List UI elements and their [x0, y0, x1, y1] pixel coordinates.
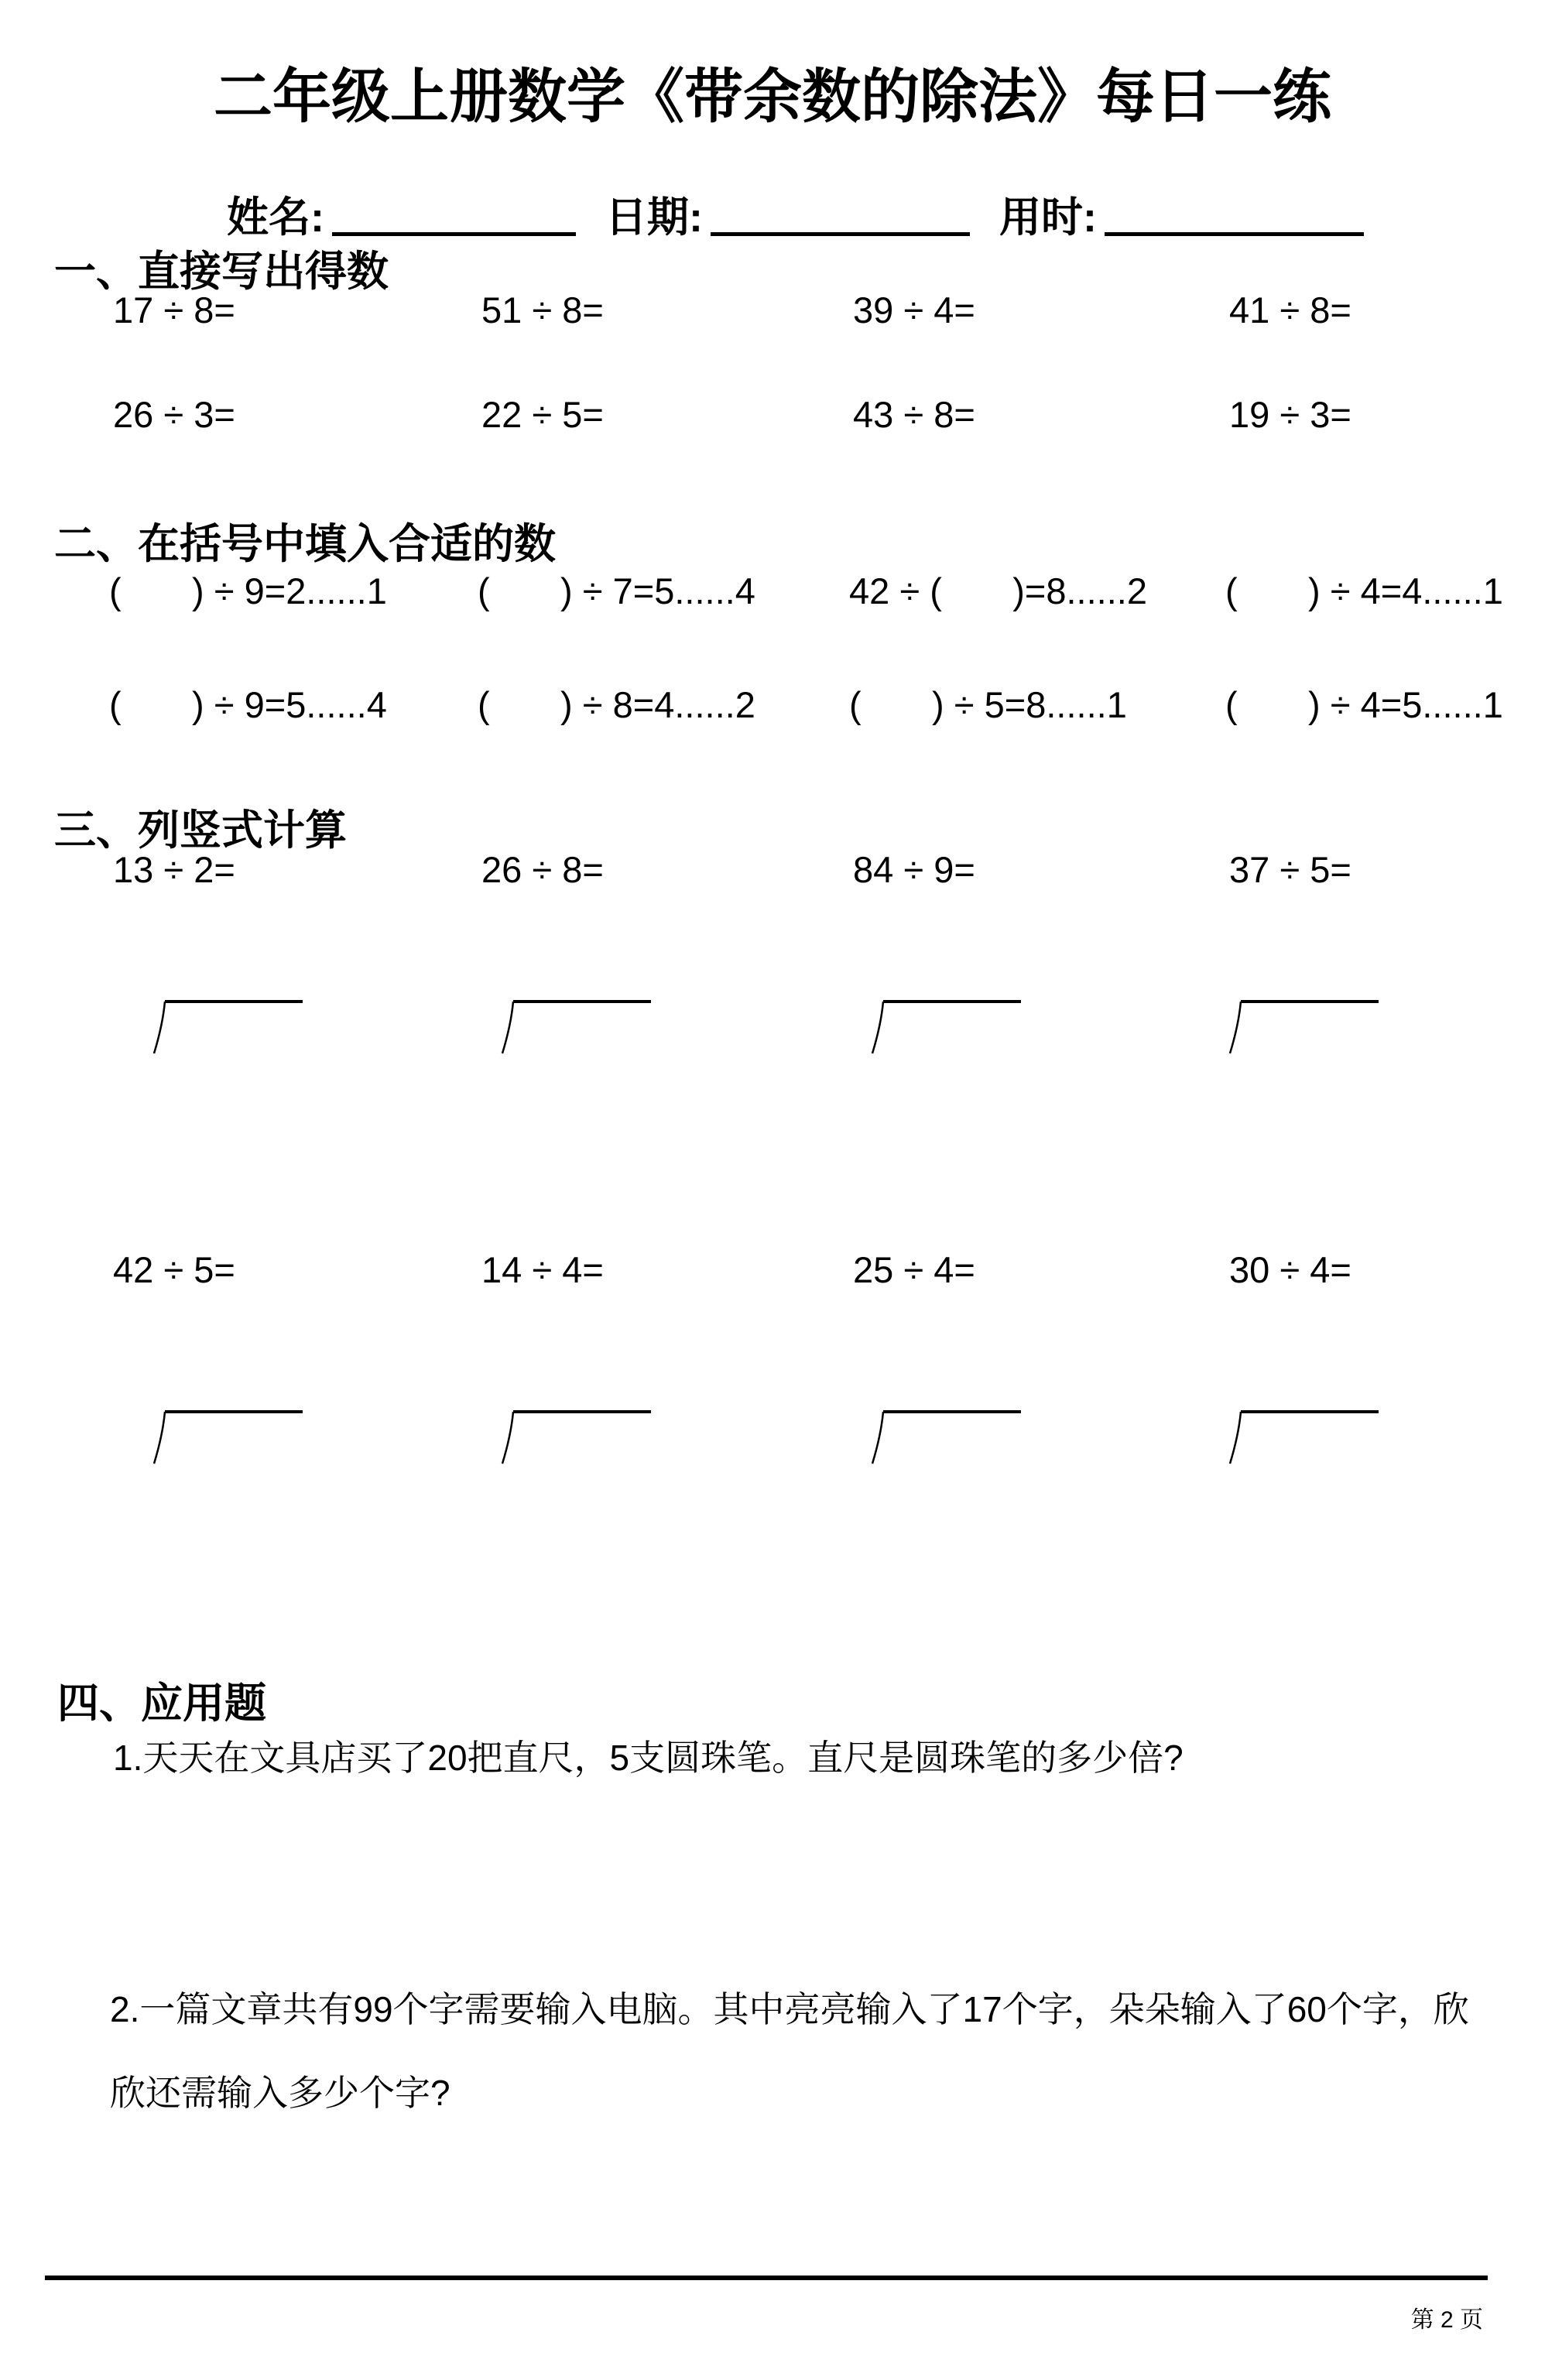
- word-problem-1: 1.天天在文具店买了20把直尺，5支圆珠笔。直尺是圆珠笔的多少倍?: [113, 1738, 1184, 1778]
- fill-blank-expression: ( ) ÷ 7=5......4: [478, 570, 755, 611]
- fill-blank-expression: ( ) ÷ 4=5......1: [1225, 684, 1503, 725]
- division-bracket: [498, 998, 653, 1059]
- fill-blank-expression: ( ) ÷ 8=4......2: [478, 684, 755, 725]
- name-blank-line: [332, 223, 576, 236]
- expression: 42 ÷ 5=: [113, 1249, 235, 1290]
- division-bracket: [1225, 998, 1380, 1059]
- word-problem-2-line1: 2.一篇文章共有99个字需要输入电脑。其中亮亮输入了17个字，朵朵输入了60个字，欣: [110, 1989, 1469, 2029]
- expression: 41 ÷ 8=: [1229, 289, 1351, 330]
- section1-row1: [113, 289, 1540, 330]
- fill-blank-expression: ( ) ÷ 5=8......1: [849, 684, 1127, 725]
- fill-blank-expression: 42 ÷ ( )=8......2: [849, 570, 1147, 611]
- fill-blank-expression: ( ) ÷ 9=5......4: [109, 684, 387, 725]
- expression: 84 ÷ 9=: [853, 849, 975, 890]
- date-blank-line: [711, 223, 970, 236]
- expression: 26 ÷ 3=: [113, 394, 235, 435]
- fill-blank-expression: ( ) ÷ 9=2......1: [109, 570, 387, 611]
- division-bracket: [1225, 1409, 1380, 1469]
- expression: 39 ÷ 4=: [853, 289, 975, 330]
- section3-row1: [113, 851, 1540, 888]
- division-bracket: [498, 1409, 653, 1469]
- expression: 17 ÷ 8=: [113, 289, 235, 330]
- section2-row1: [109, 570, 1536, 611]
- worksheet-title: 二年级上册数学《带余数的除法》每日一练: [214, 64, 1331, 130]
- word-problem-2-line2: 欣还需输入多少个字?: [110, 2073, 450, 2113]
- section2-row2: [109, 684, 1536, 725]
- division-bracket: [149, 998, 304, 1059]
- expression: 43 ÷ 8=: [853, 394, 975, 435]
- page-number: 第 2 页: [1410, 2307, 1483, 2333]
- fill-blank-expression: ( ) ÷ 4=4......1: [1225, 570, 1503, 611]
- division-bracket: [868, 998, 1023, 1059]
- section1-heading: 一、直接写出得数: [54, 248, 389, 295]
- division-bracket: [149, 1409, 304, 1469]
- time-blank-line: [1105, 223, 1364, 236]
- expression: 25 ÷ 4=: [853, 1249, 975, 1290]
- section3-row2: [113, 1249, 1540, 1290]
- expression: 19 ÷ 3=: [1229, 394, 1351, 435]
- name-label: 姓名:: [227, 194, 324, 241]
- expression: 51 ÷ 8=: [481, 289, 604, 330]
- section2-heading: 二、在括号中填入合适的数: [54, 521, 556, 567]
- expression: 13 ÷ 2=: [113, 849, 235, 890]
- section3-heading: 三、列竖式计算: [54, 807, 347, 854]
- time-label: 用时:: [999, 194, 1097, 241]
- expression: 30 ÷ 4=: [1229, 1249, 1351, 1290]
- expression: 14 ÷ 4=: [481, 1249, 604, 1290]
- date-label: 日期:: [605, 194, 703, 241]
- expression: 26 ÷ 8=: [481, 849, 604, 890]
- section1-row2: [113, 396, 1540, 433]
- section4-heading: 四、应用题: [57, 1680, 266, 1727]
- expression: 37 ÷ 5=: [1229, 849, 1351, 890]
- division-bracket: [868, 1409, 1023, 1469]
- expression: 22 ÷ 5=: [481, 394, 604, 435]
- footer-divider-line: [45, 2276, 1488, 2280]
- student-info-line: [227, 184, 1364, 244]
